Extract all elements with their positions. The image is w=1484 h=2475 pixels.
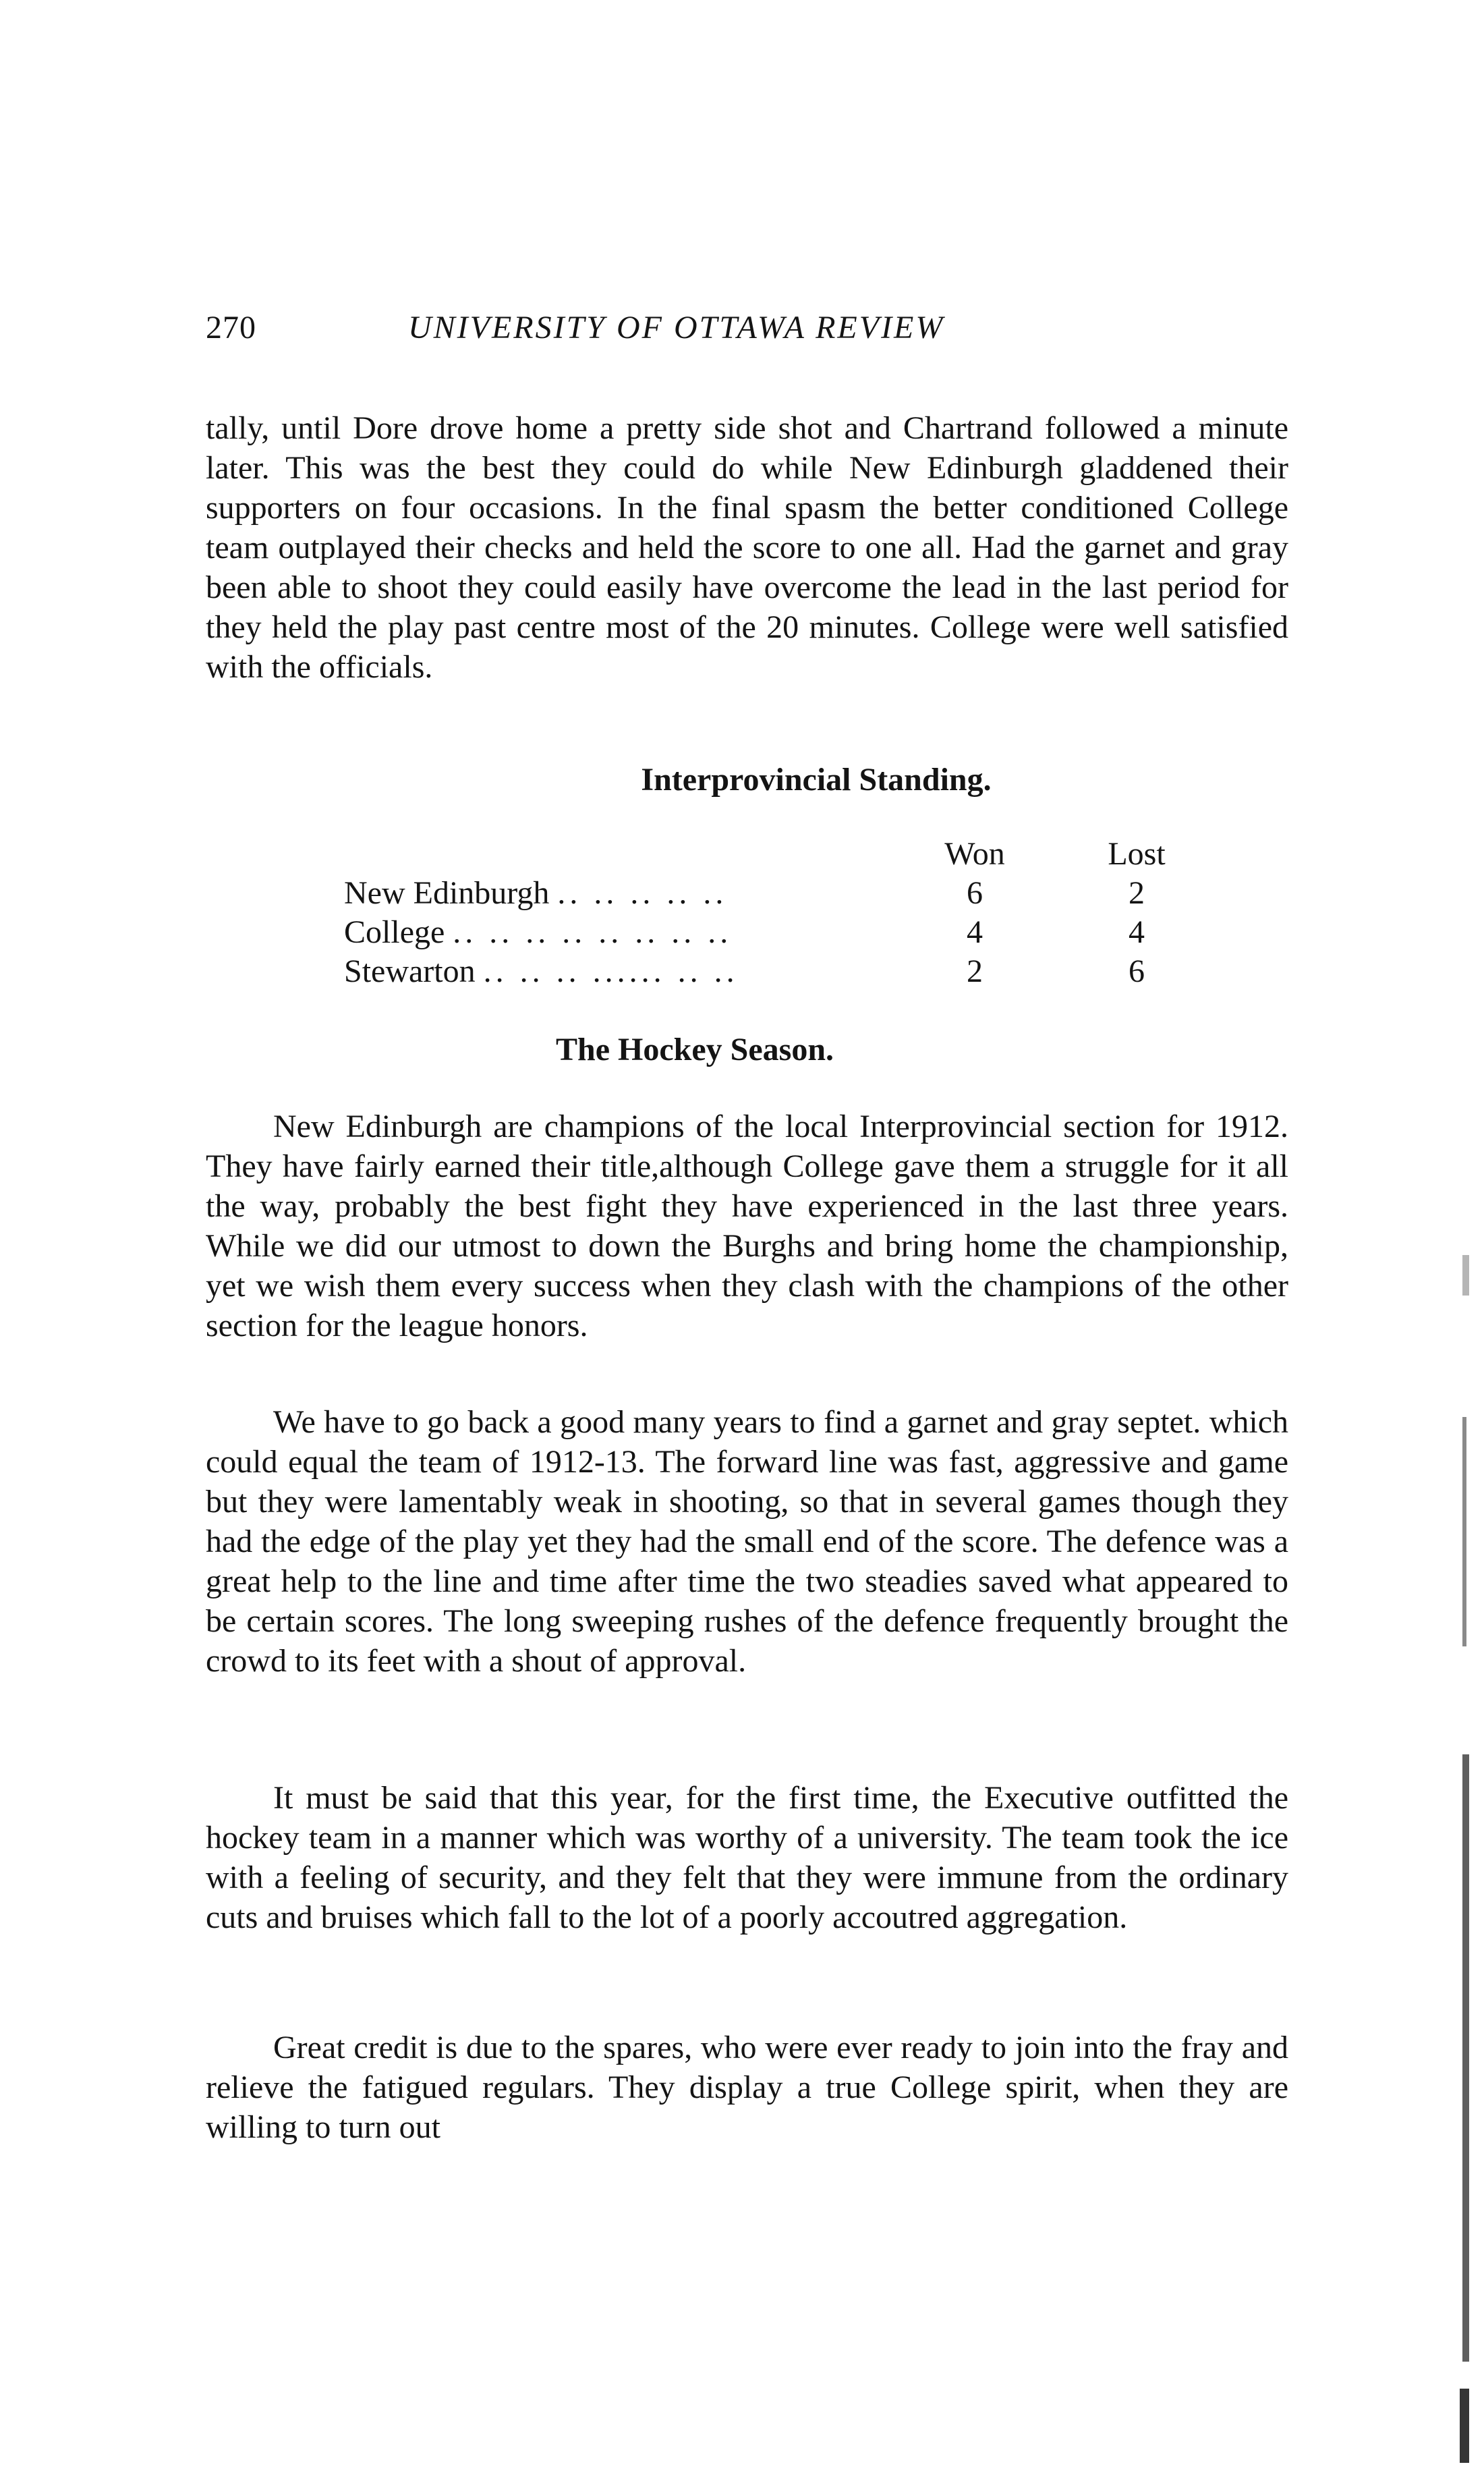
standing-header-row xyxy=(344,835,1194,874)
paragraph-champions: New Edinburgh are champions of the local Interprovincial section for 1912. They have fairly earned their title,although College gave them a struggle for it all the way, probably the best fight they have experienced in the last three years. While we did our utmost to down the Burghs and bring home the championship, yet we wish them every success when they clash with the champions of the other section for the league honors. xyxy=(206,1109,1288,1343)
team-cell xyxy=(344,953,884,990)
lost-cell: 2 xyxy=(1129,875,1145,911)
won-cell: 6 xyxy=(967,875,983,911)
standing-table xyxy=(344,835,1194,992)
paragraph-spares: Great credit is due to the spares, who were ever ready to join into the fray and relieve the fatigued regulars. They display a true College spirit, when they are willing to turn out xyxy=(206,2030,1288,2145)
page-number: 270 xyxy=(206,310,256,345)
standing-row xyxy=(344,914,1194,953)
team-name: New Edinburgh xyxy=(344,875,550,911)
lost-cell: 4 xyxy=(1129,914,1145,950)
won-cell: 2 xyxy=(967,953,983,989)
leader-dots: .. .. .. .. .. .. .. .. xyxy=(453,914,733,950)
standing-row xyxy=(344,953,1194,992)
scan-edge-mark xyxy=(1460,2389,1469,2463)
scan-edge-mark xyxy=(1462,1754,1469,2362)
won-column-header: Won xyxy=(944,836,1005,872)
team-cell xyxy=(344,874,884,912)
team-name: College xyxy=(344,914,445,950)
scan-edge-mark xyxy=(1462,1255,1469,1296)
leader-dots: .. .. .. .. .. xyxy=(557,875,728,911)
team-cell xyxy=(344,914,884,951)
standing-heading: Interprovincial Standing. xyxy=(641,762,992,798)
standing-row xyxy=(344,874,1194,914)
paragraph-game-report: tally, until Dore drove home a pretty side shot and Chartrand followed a minute later. This was the best they could do while New Edinburgh gladdened their supporters on four occasions. In the final spasm the better conditioned College team outplayed their checks and held the score to one all. Had the garnet and gray been able to shoot they could easily have overcome the lead in the last period for they held the play past centre most of the 20 minutes. College were well satisfied with the officials. xyxy=(206,410,1288,685)
lost-cell: 6 xyxy=(1129,953,1145,989)
hockey-season-heading: The Hockey Season. xyxy=(555,1032,834,1067)
scan-edge-mark xyxy=(1462,1417,1466,1646)
paragraph-team-review: We have to go back a good many years to find a garnet and gray septet. which could equal the team of 1912-13. The forward line was fast, aggressive and game but they were lamentably weak in shooting, so that in several games though they had the edge of the play yet they had the small end of the score. The defence was a great help to the line and time after time the two steadies saved what appeared to be certain scores. The long sweeping rushes of the defence frequently brought the crowd to its feet with a shout of approval. xyxy=(206,1404,1288,1679)
team-name: Stewarton xyxy=(344,953,476,989)
paragraph-outfitting: It must be said that this year, for the first time, the Executive outfitted the hockey team in a manner which was worthy of a university. The team took the ice with a feeling of security, and they felt that they were immune from the ordinary cuts and bruises which fall to the lot of a poorly accoutred aggregation. xyxy=(206,1780,1288,1935)
running-title: UNIVERSITY OF OTTAWA REVIEW xyxy=(408,310,945,345)
leader-dots: .. .. .. ...... .. .. xyxy=(483,953,739,989)
won-cell: 4 xyxy=(967,914,983,950)
page-header xyxy=(206,309,1292,356)
lost-column-header: Lost xyxy=(1108,836,1166,872)
